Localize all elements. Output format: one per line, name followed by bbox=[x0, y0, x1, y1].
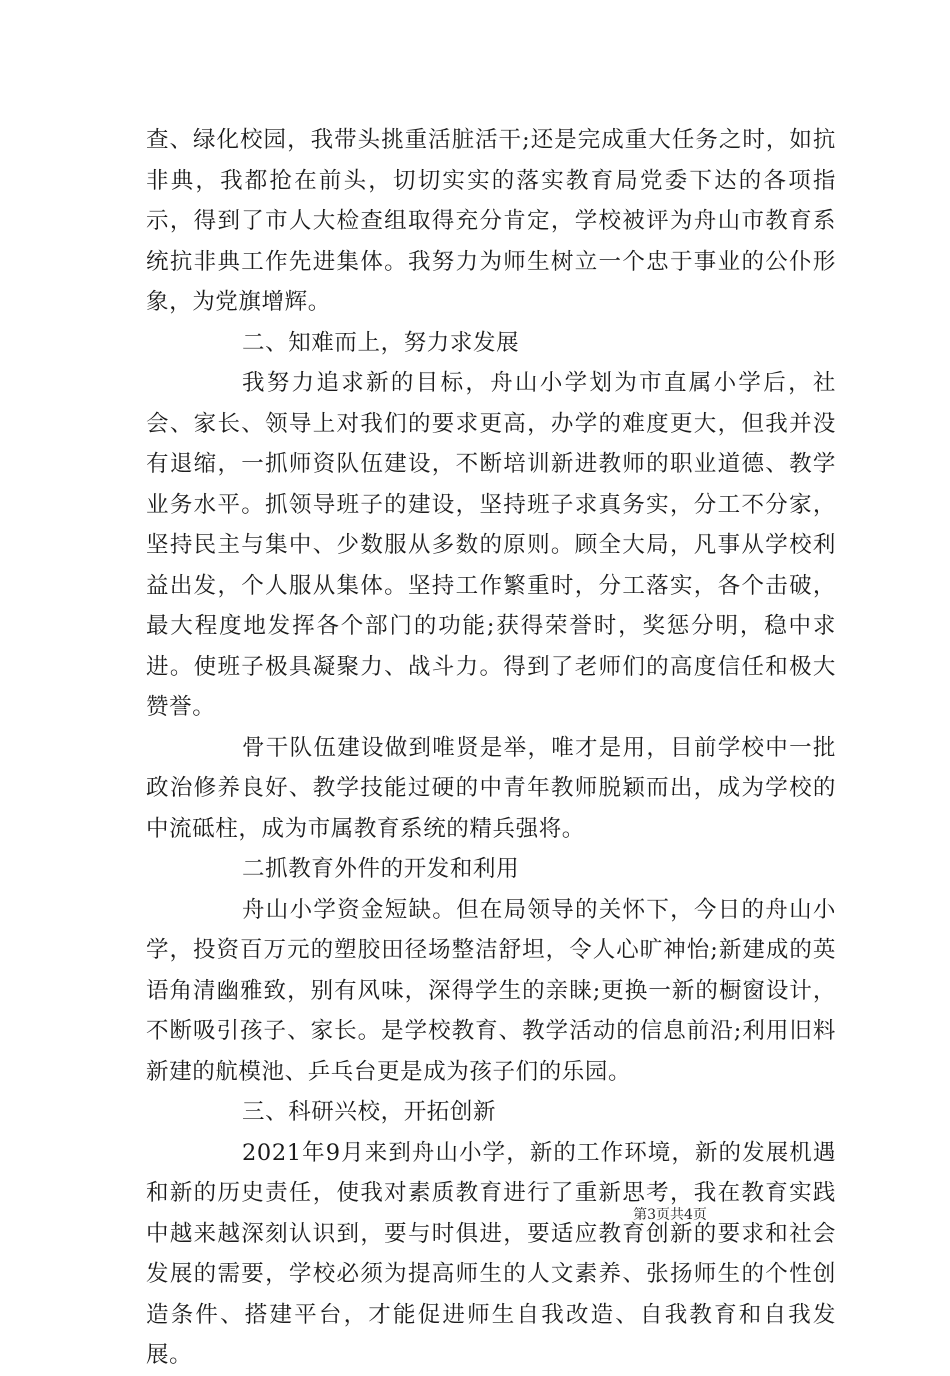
section-heading: 二抓教育外件的开发和利用 bbox=[242, 856, 520, 882]
paragraph: 骨干队伍建设做到唯贤是举，唯才是用，目前学校中一批政治修养良好、教学技能过硬的中青年教师脱颖而出，成为学校的中流砥柱，成为市属教育系统的精兵强将。 bbox=[146, 734, 836, 842]
paragraph: 2021年9月来到舟山小学，新的工作环境，新的发展机遇和新的历史责任，使我对素质教育进行了重新思考，我在教育实践中越来越深刻认识到，要与时俱进，要适应教育创新的要求和社会发展的需要，学校必须为提高师生的人文素养、张扬师生的个性创造条件、搭建平台，才能促进师生自我改造、自我教育和自我发展。 bbox=[146, 1139, 836, 1368]
paragraph: 舟山小学资金短缺。但在局领导的关怀下，今日的舟山小学，投资百万元的塑胶田径场整洁舒坦，令人心旷神怡;新建成的英语角清幽雅致，别有风味，深得学生的亲睐;更换一新的橱窗设计，不断吸引孩子、家长。是学校教育、教学活动的信息前沿;利用旧料新建的航模池、乒乓台更是成为孩子们的乐园。 bbox=[146, 896, 836, 1085]
page-number-footer: 第3页共4页 bbox=[633, 1207, 707, 1223]
section-heading: 三、科研兴校，开拓创新 bbox=[242, 1099, 497, 1125]
section-heading: 二、知难而上，努力求发展 bbox=[242, 329, 520, 356]
paragraph-continuation: 查、绿化校园，我带头挑重活脏活干;还是完成重大任务之时，如抗非典，我都抢在前头，切切实实的落实教育局党委下达的各项指示，得到了市人大检查组取得充分肯定，学校被评为舟山市教育系统抗非典工作先进集体。我努力为师生树立一个忠于事业的公仆形象，为党旗增辉。 bbox=[146, 127, 836, 315]
paragraph: 我努力追求新的目标，舟山小学划为市直属小学后，社会、家长、领导上对我们的要求更高，办学的难度更大，但我并没有退缩，一抓师资队伍建设，不断培训新进教师的职业道德、教学业务水平。抓领导班子的建设，坚持班子求真务实，分工不分家，坚持民主与集中、少数服从多数的原则。顾全大局，凡事从学校利益出发，个人服从集体。坚持工作繁重时，分工落实，各个击破，最大程度地发挥各个部门的功能;获得荣誉时，奖惩分明，稳中求进。使班子极具凝聚力、战斗力。得到了老师们的高度信任和极大赞誉。 bbox=[146, 370, 836, 720]
document-body bbox=[146, 120, 836, 1376]
